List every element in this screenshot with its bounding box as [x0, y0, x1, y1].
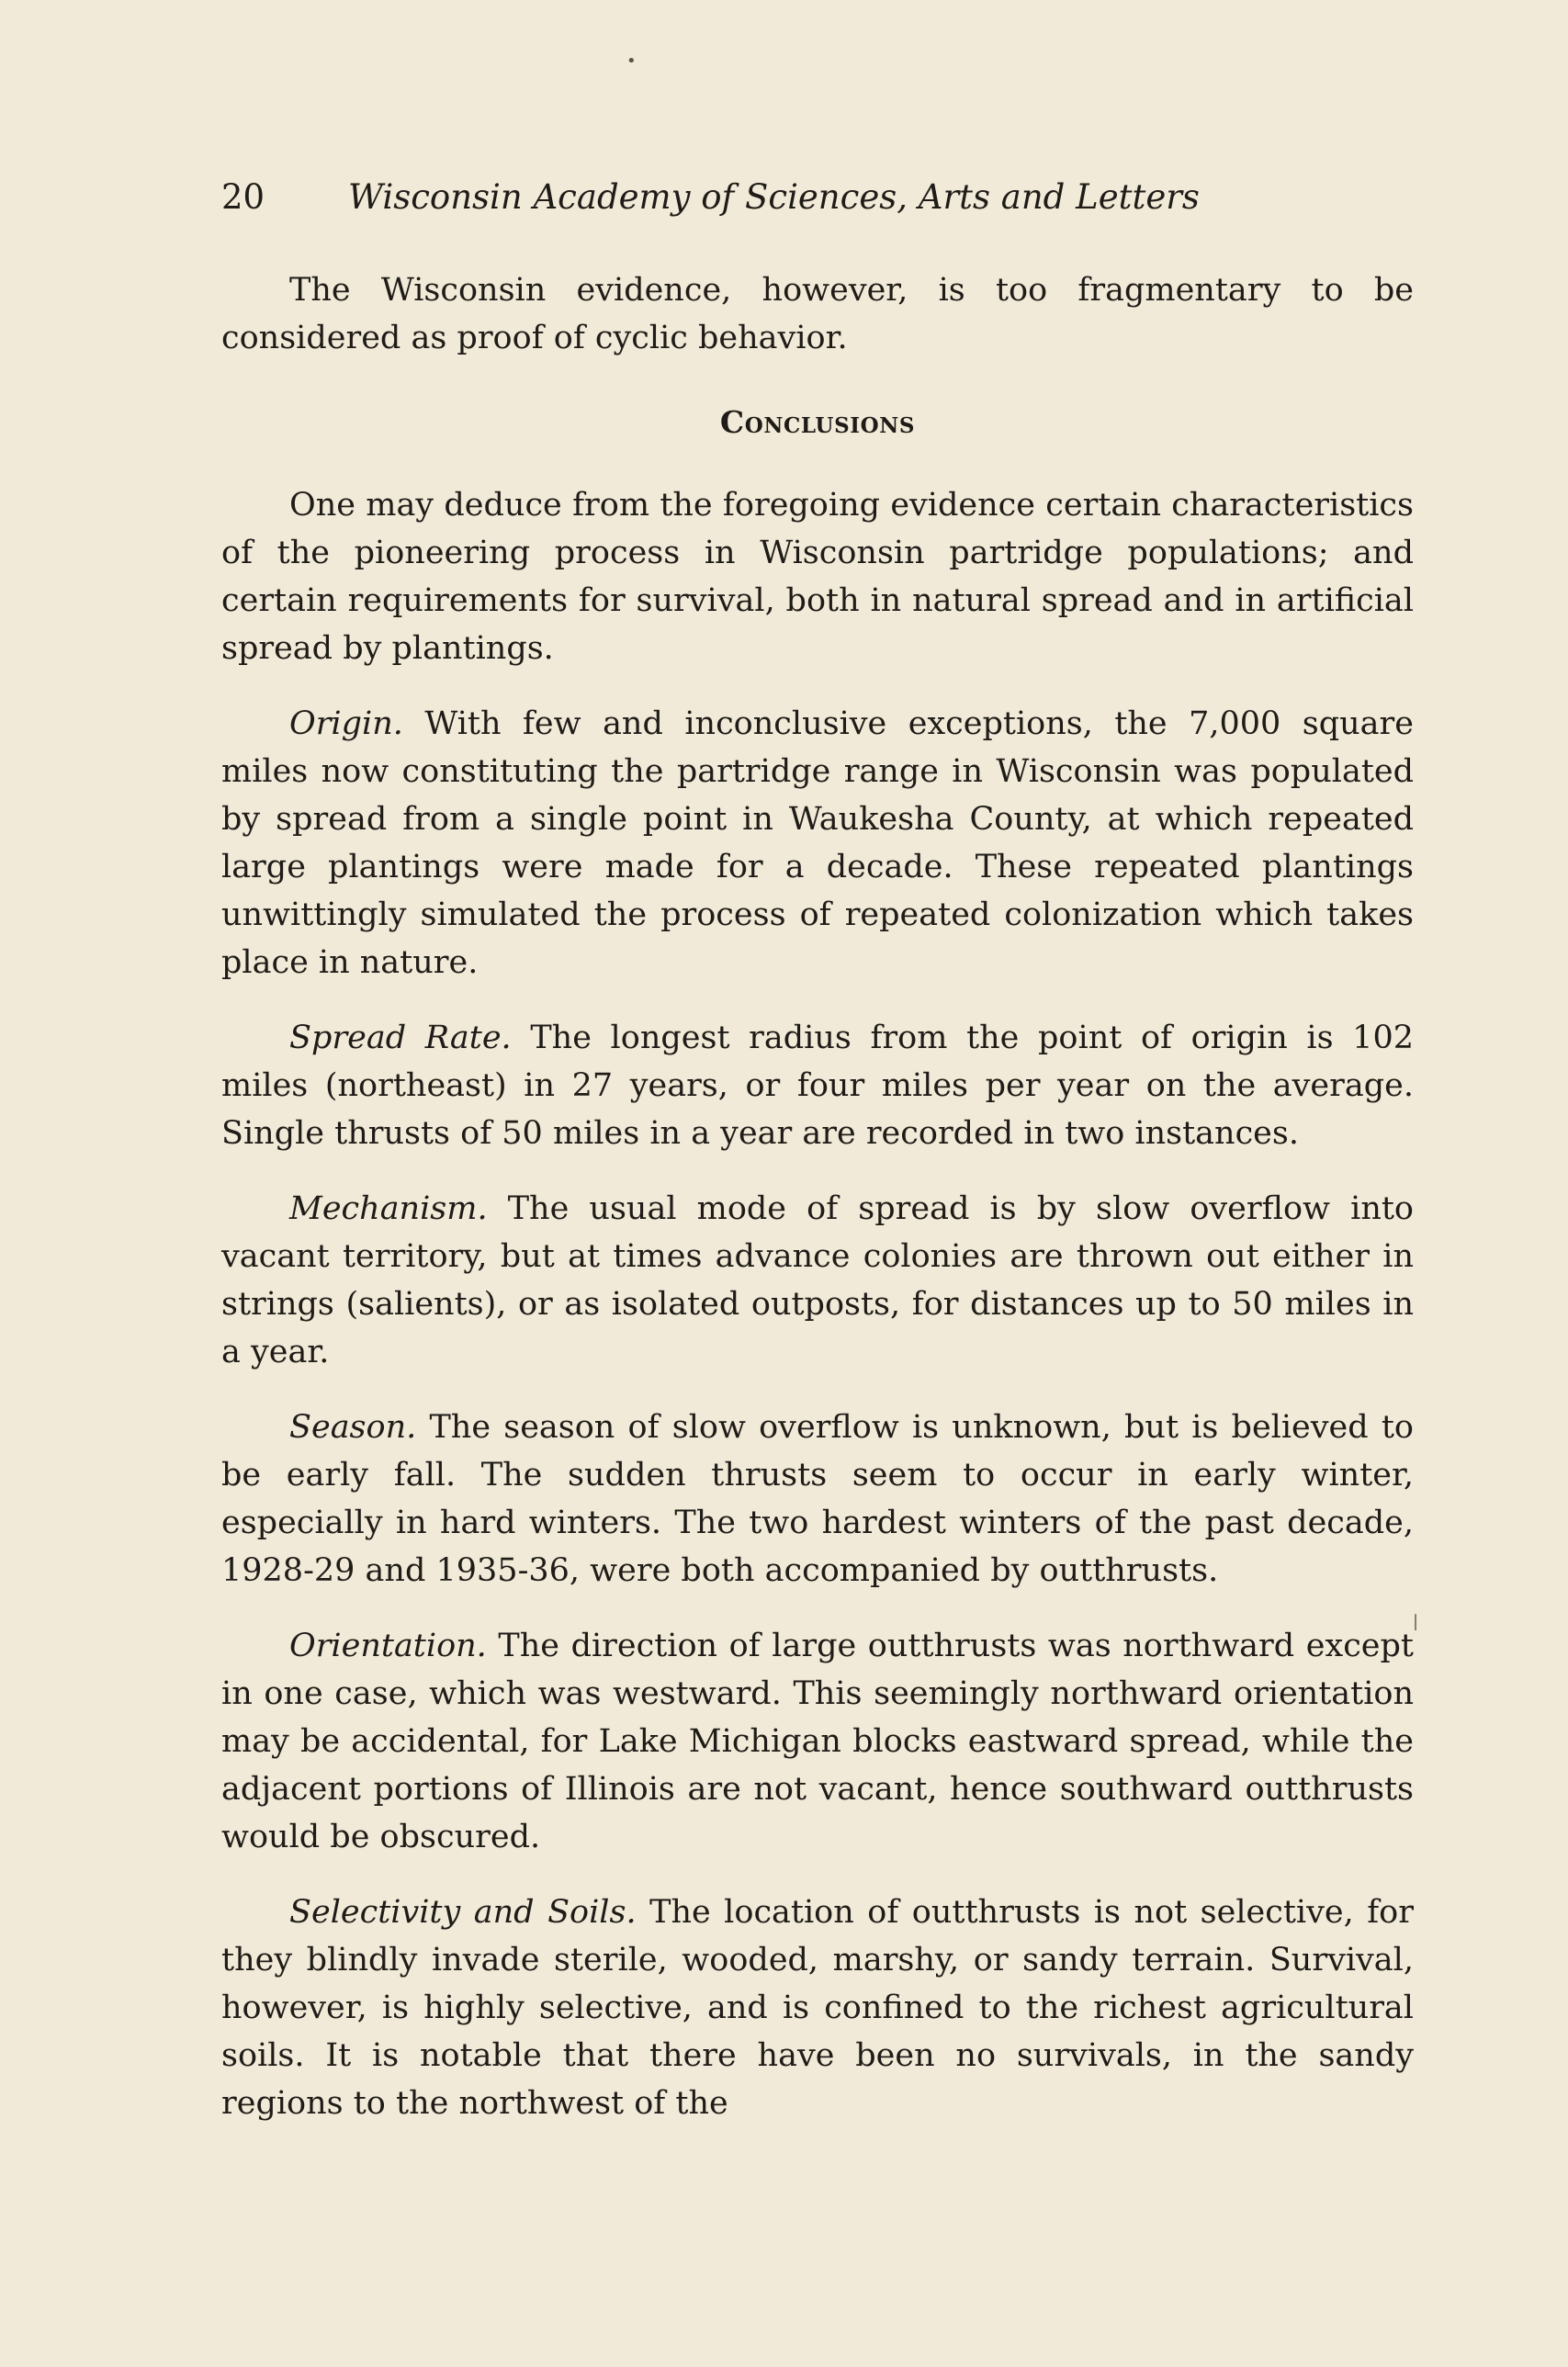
spread-rate-text: The longest radius from the point of origin is 102 miles (northeast) in 27 years, or four miles per year on the average. Single thrusts of 50 miles in a year are recorded in two instances. — [221, 1020, 1414, 1152]
mechanism-paragraph — [221, 1185, 1414, 1376]
mechanism-term: Mechanism. — [289, 1190, 488, 1227]
selectivity-soils-text: The location of outthrusts is not selective, for they blindly invade sterile, wooded, marshy, or sandy terrain. Survival, however, is highly selective, and is confined to the richest agricultural soils. It is notable that there have been no survivals, in the sandy regions to the northwest of the — [221, 1894, 1414, 2122]
page-header — [221, 170, 1296, 225]
margin-printing-mark: | — [1413, 1612, 1419, 1631]
selectivity-soils-term: Selectivity and Soils. — [289, 1894, 637, 1931]
season-term: Season. — [289, 1409, 417, 1446]
page-number: 20 — [221, 177, 265, 217]
spread-rate-term: Spread Rate. — [289, 1020, 512, 1056]
orientation-paragraph — [221, 1622, 1414, 1861]
orientation-term: Orientation. — [289, 1628, 487, 1664]
season-paragraph — [221, 1403, 1414, 1595]
intro-paragraph: The Wisconsin evidence, however, is too fragmentary to be considered as proof of cyclic behavior. — [221, 272, 1414, 356]
article-body — [221, 266, 1414, 2155]
section-heading: Conclusions — [719, 404, 916, 440]
origin-term: Origin. — [289, 705, 403, 742]
spread-rate-paragraph — [221, 1014, 1414, 1157]
origin-paragraph — [221, 700, 1414, 986]
top-printing-mark: • — [626, 51, 637, 71]
running-title: Wisconsin Academy of Sciences, Arts and Letters — [348, 177, 1200, 217]
mechanism-text: The usual mode of spread is by slow overflow into vacant territory, but at times advance colonies are thrown out either in strings (salients), or as isolated outposts, for distances up to 50 miles in a year. — [221, 1190, 1414, 1370]
season-text: The season of slow overflow is unknown, but is believed to be early fall. The sudden thrusts seem to occur in early winter, especially in hard winters. The two hardest winters of the past decade, 1928-29 and 1935-36, were both accompanied by outthrusts. — [221, 1409, 1414, 1589]
orientation-text: The direction of large outthrusts was northward except in one case, which was westward. This seemingly northward orientation may be accidental, for Lake Michigan blocks eastward spread, while the adjacent portions of Illinois are not vacant, hence southward outthrusts would be obscured. — [221, 1628, 1414, 1855]
origin-text: With few and inconclusive exceptions, the 7,000 square miles now constituting the partridge range in Wisconsin was populated by spread from a single point in Waukesha County, at which repeated large plantings were made for a decade. These repeated plantings unwittingly simulated the process of repeated colonization which takes place in nature. — [221, 705, 1414, 981]
selectivity-soils-paragraph — [221, 1888, 1414, 2127]
conclusion-intro-paragraph: One may deduce from the foregoing evidence certain characteristics of the pioneering process in Wisconsin partridge populations; and certain requirements for survival, both in natural spread and in artificial spread by plantings. — [221, 487, 1414, 667]
